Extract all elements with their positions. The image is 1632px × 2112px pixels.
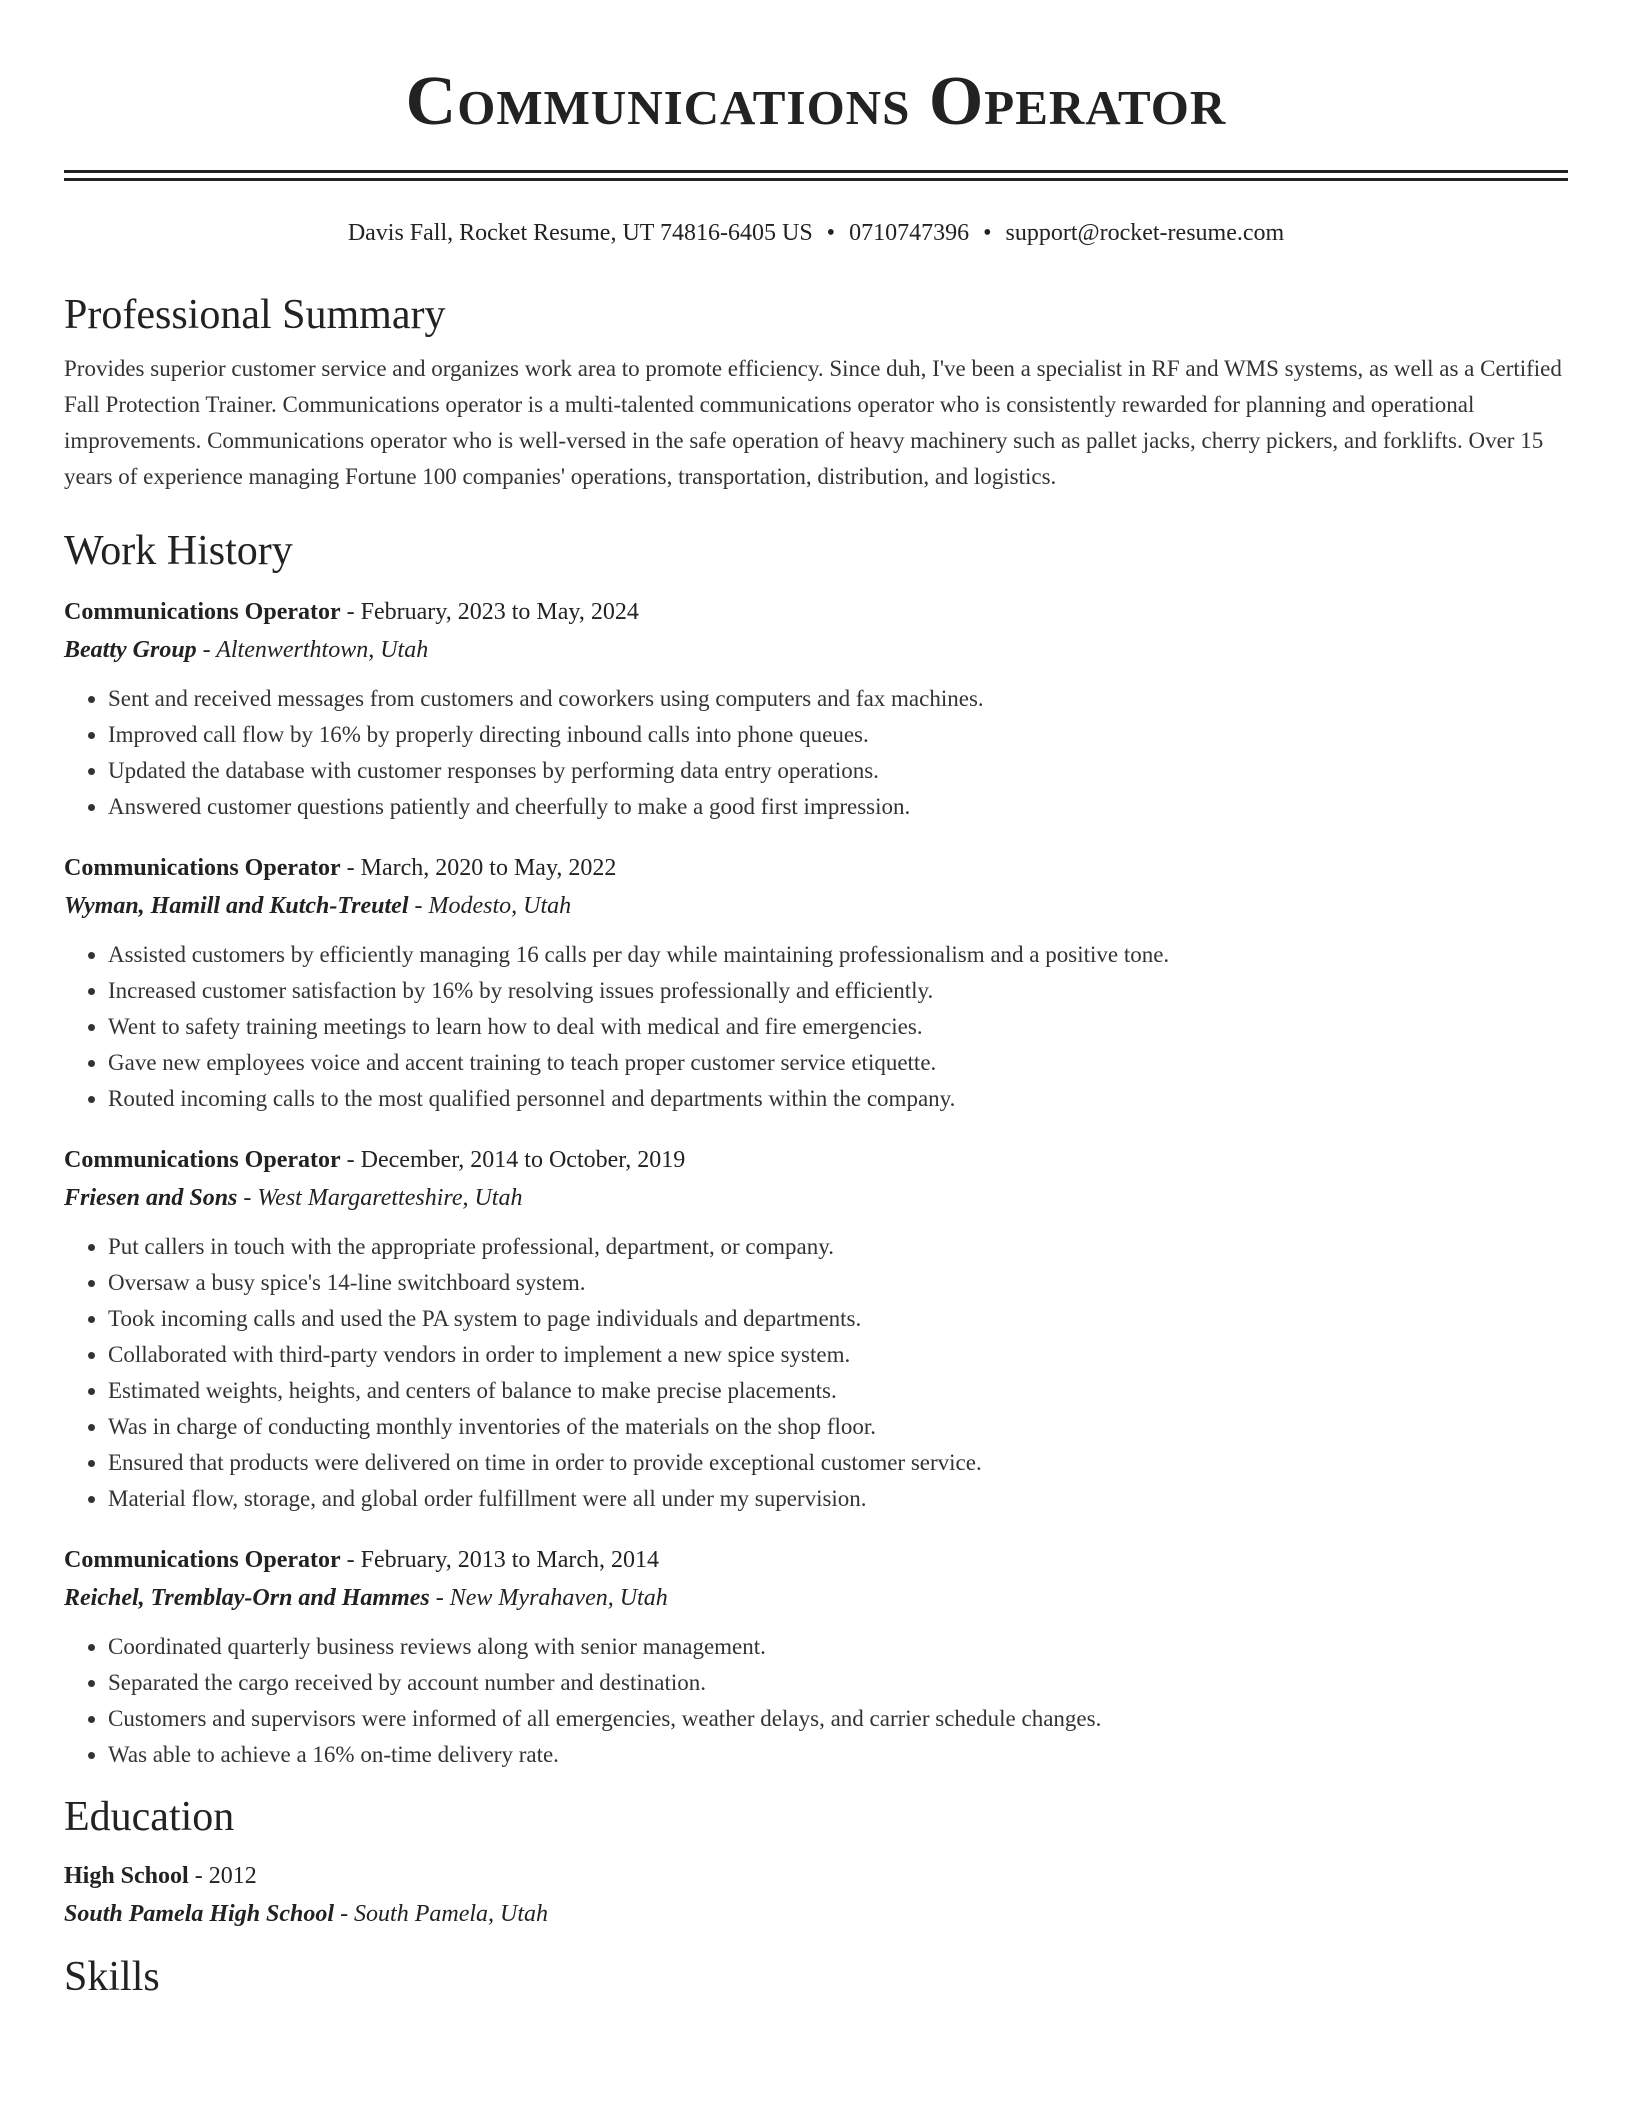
- job-bullets: [64, 1229, 1568, 1517]
- job-bullet: • Answered customer questions patiently and cheerfully to make a good first impression.: [108, 789, 1568, 825]
- job-company: Wyman, Hamill and Kutch-Treutel: [64, 893, 409, 919]
- job-bullet: • Put callers in touch with the appropriate professional, department, or company.: [108, 1229, 1568, 1265]
- contact-separator: •: [983, 220, 992, 246]
- job-dates: - February, 2013 to March, 2014: [340, 1547, 660, 1573]
- job-company-line: [64, 1179, 1568, 1217]
- contact-address: Davis Fall, Rocket Resume, UT 74816-6405 US: [347, 220, 813, 246]
- job-title-line: [64, 593, 1568, 631]
- job-bullet: • Sent and received messages from customers and coworkers using computers and fax machines.: [108, 681, 1568, 717]
- job-location: - New Myrahaven, Utah: [429, 1585, 668, 1611]
- job-title: Communications Operator: [64, 1147, 341, 1173]
- job-title: Communications Operator: [64, 855, 341, 881]
- job-title: Communications Operator: [64, 599, 341, 625]
- job-bullet: • Was in charge of conducting monthly inventories of the materials on the shop floor.: [108, 1409, 1568, 1445]
- job-bullet: • Assisted customers by efficiently managing 16 calls per day while maintaining professionalism and a positive tone.: [108, 937, 1568, 973]
- job-company-line: [64, 631, 1568, 669]
- contact-phone: 0710747396: [849, 220, 970, 246]
- job-bullet: • Increased customer satisfaction by 16% by resolving issues professionally and efficiently.: [108, 973, 1568, 1009]
- job-bullet: • Updated the database with customer responses by performing data entry operations.: [108, 753, 1568, 789]
- job-entry: [64, 593, 1568, 825]
- job-bullet: • Customers and supervisors were informed of all emergencies, weather delays, and carrier schedule changes.: [108, 1701, 1568, 1737]
- education-degree-line: [64, 1857, 1568, 1895]
- job-bullet: • Took incoming calls and used the PA system to page individuals and departments.: [108, 1301, 1568, 1337]
- job-entry: [64, 849, 1568, 1117]
- job-dates: - February, 2023 to May, 2024: [340, 599, 639, 625]
- job-bullet: • Oversaw a busy spice's 14-line switchboard system.: [108, 1265, 1568, 1301]
- title-divider: [64, 170, 1568, 181]
- job-bullet: • Estimated weights, heights, and centers of balance to make precise placements.: [108, 1373, 1568, 1409]
- job-title-line: [64, 849, 1568, 887]
- job-bullet: • Went to safety training meetings to learn how to deal with medical and fire emergencies.: [108, 1009, 1568, 1045]
- education-year: - 2012: [188, 1863, 257, 1889]
- job-company-line: [64, 1579, 1568, 1617]
- job-dates: - December, 2014 to October, 2019: [340, 1147, 686, 1173]
- job-bullet: • Was able to achieve a 16% on-time delivery rate.: [108, 1737, 1568, 1773]
- summary-text: Provides superior customer service and organizes work area to promote efficiency. Since duh, I've been a specialist in RF and WMS systems, as well as a Certified Fall Protection Trainer. Communications operator is a multi-talented communications operator who is consistently rewarded for planning and operational improvements. Communications operator who is well-versed in the safe operation of heavy machinery such as pallet jacks, cherry pickers, and forklifts. Over 15 years of experience managing Fortune 100 companies' operations, transportation, distribution, and logistics.: [64, 356, 1562, 489]
- job-bullet: • Material flow, storage, and global order fulfillment were all under my supervision.: [108, 1481, 1568, 1517]
- contact-line: [64, 217, 1568, 249]
- contact-email: support@rocket-resume.com: [1005, 220, 1285, 246]
- job-company: Beatty Group: [64, 637, 197, 663]
- job-bullet: • Ensured that products were delivered on time in order to provide exceptional customer service.: [108, 1445, 1568, 1481]
- work-history-heading: Work History: [64, 528, 293, 574]
- job-bullet: • Separated the cargo received by account number and destination.: [108, 1665, 1568, 1701]
- education-school-line: [64, 1895, 1568, 1933]
- job-bullets: [64, 937, 1568, 1117]
- job-location: - Altenwerthtown, Utah: [196, 637, 429, 663]
- job-bullet: • Routed incoming calls to the most qualified personnel and departments within the company.: [108, 1081, 1568, 1117]
- education-degree: High School: [64, 1863, 189, 1889]
- education-entry: [64, 1857, 1568, 1933]
- skills-heading: Skills: [64, 1954, 160, 2000]
- job-dates: - March, 2020 to May, 2022: [340, 855, 617, 881]
- job-title-line: [64, 1141, 1568, 1179]
- education-school: South Pamela High School: [64, 1901, 335, 1927]
- job-bullet: • Collaborated with third-party vendors in order to implement a new spice system.: [108, 1337, 1568, 1373]
- job-title-line: [64, 1541, 1568, 1579]
- job-bullets: [64, 1629, 1568, 1773]
- job-company: Reichel, Tremblay-Orn and Hammes: [64, 1585, 430, 1611]
- job-bullet: • Improved call flow by 16% by properly directing inbound calls into phone queues.: [108, 717, 1568, 753]
- job-title: Communications Operator: [64, 1547, 341, 1573]
- job-entry: [64, 1141, 1568, 1517]
- job-location: - Modesto, Utah: [408, 893, 572, 919]
- contact-separator: •: [826, 220, 836, 246]
- resume-title: Communications Operator: [405, 63, 1227, 140]
- job-company: Friesen and Sons: [64, 1185, 238, 1211]
- job-location: - West Margaretteshire, Utah: [237, 1185, 523, 1211]
- summary-heading: Professional Summary: [64, 292, 446, 338]
- job-entry: [64, 1541, 1568, 1773]
- job-company-line: [64, 887, 1568, 925]
- education-heading: Education: [64, 1794, 235, 1840]
- job-bullet: • Coordinated quarterly business reviews along with senior management.: [108, 1629, 1568, 1665]
- education-location: - South Pamela, Utah: [334, 1901, 549, 1927]
- job-bullet: • Gave new employees voice and accent training to teach proper customer service etiquette.: [108, 1045, 1568, 1081]
- job-bullets: [64, 681, 1568, 825]
